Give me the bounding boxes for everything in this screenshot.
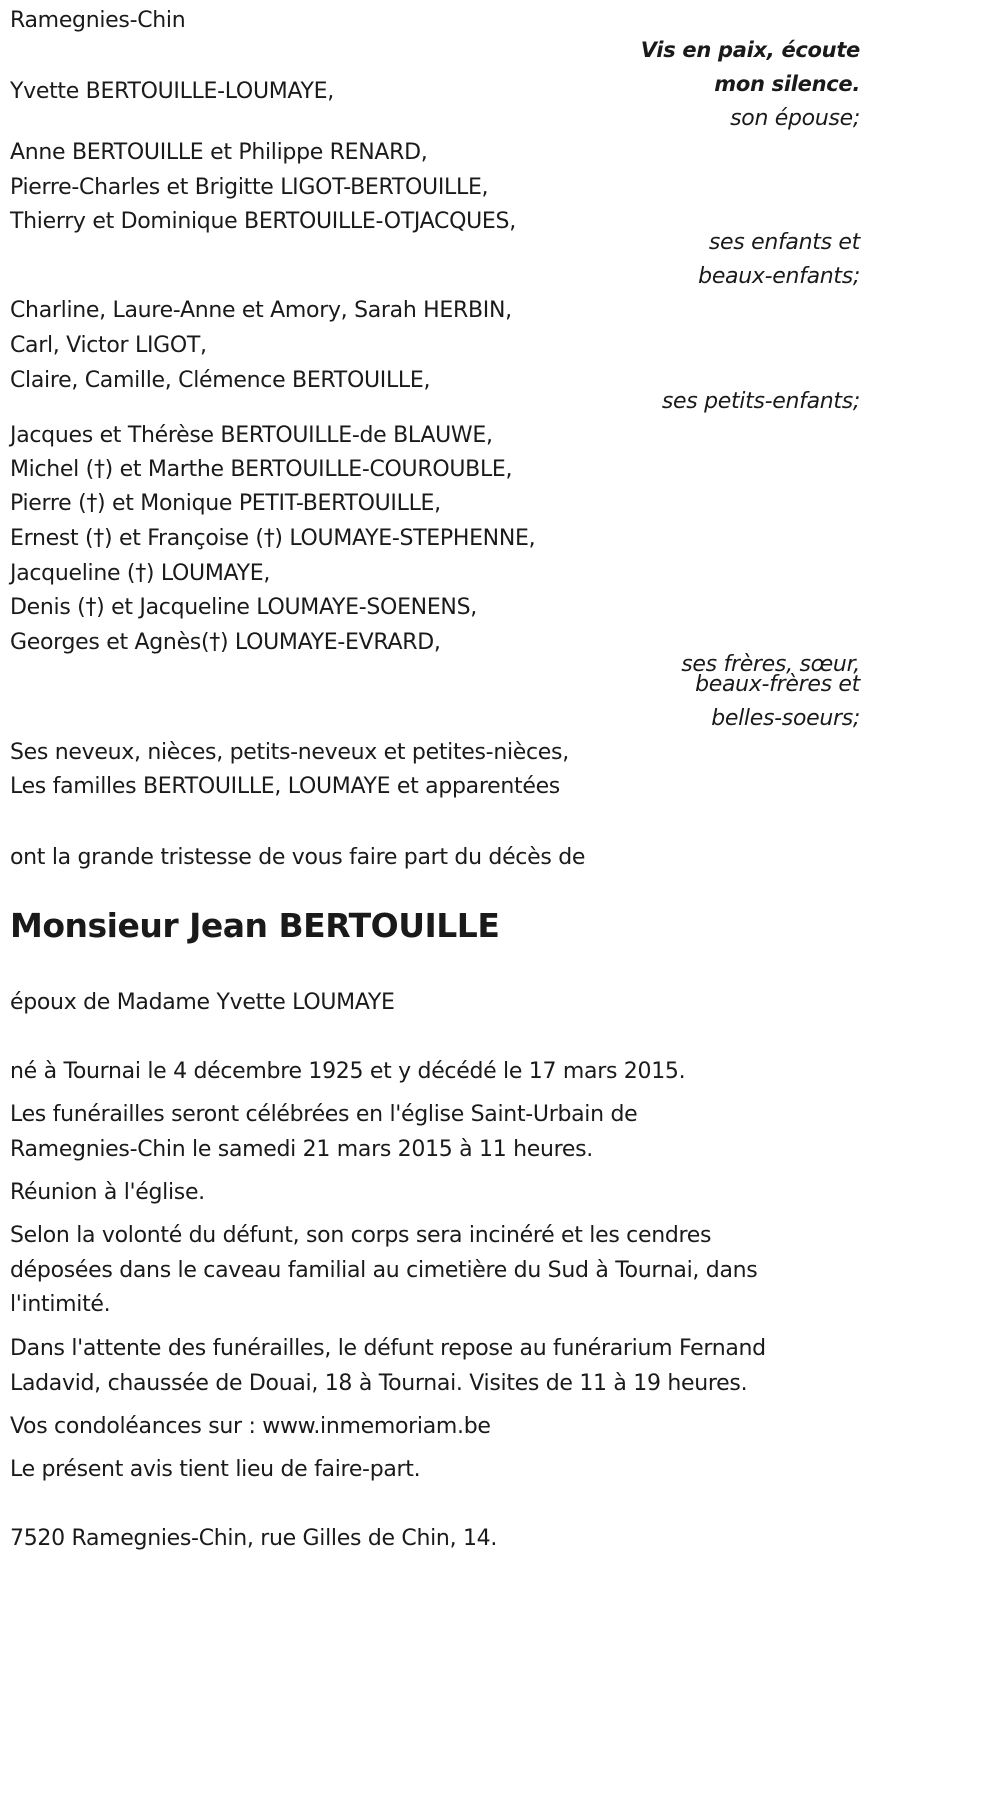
sibling-line-4: Ernest (†) et Françoise (†) LOUMAYE-STEPHENNE, <box>10 526 536 551</box>
relation-siblings-2: beaux-frères et <box>695 672 860 697</box>
condolences-label: Vos condoléances sur : <box>10 1414 263 1439</box>
grandchild-line-3: Claire, Camille, Clémence BERTOUILLE, <box>10 368 431 393</box>
meeting: Réunion à l'église. <box>10 1180 205 1205</box>
child-line-1: Anne BERTOUILLE et Philippe RENARD, <box>10 140 428 165</box>
grandchild-line-1: Charline, Laure-Anne et Amory, Sarah HERBIN, <box>10 298 512 323</box>
relation-spouse: son épouse; <box>730 106 860 131</box>
cremation-line-2: déposées dans le caveau familial au cimetière du Sud à Tournai, dans <box>10 1258 758 1283</box>
motto-line-1: Vis en paix, écoute <box>640 38 860 62</box>
funerarium-line-1: Dans l'attente des funérailles, le défunt repose au funérarium Fernand <box>10 1336 766 1361</box>
funeral-line-1: Les funérailles seront célébrées en l'église Saint-Urbain de <box>10 1102 638 1127</box>
relation-grandchildren: ses petits-enfants; <box>661 389 860 414</box>
sibling-line-6: Denis (†) et Jacqueline LOUMAYE-SOENENS, <box>10 595 477 620</box>
grandchild-line-2: Carl, Victor LIGOT, <box>10 333 207 358</box>
spouse-line: époux de Madame Yvette LOUMAYE <box>10 990 395 1015</box>
sibling-line-1: Jacques et Thérèse BERTOUILLE-de BLAUWE, <box>10 423 493 448</box>
condolences-link[interactable]: www.inmemoriam.be <box>262 1414 491 1439</box>
sibling-line-7: Georges et Agnès(†) LOUMAYE-EVRARD, <box>10 630 441 655</box>
relation-siblings-1: ses frères, sœur, <box>681 652 860 677</box>
relation-children-2: beaux-enfants; <box>698 264 860 289</box>
cremation-line-1: Selon la volonté du défunt, son corps sera incinéré et les cendres <box>10 1223 712 1248</box>
child-line-3: Thierry et Dominique BERTOUILLE-OTJACQUES, <box>10 209 516 234</box>
sibling-line-5: Jacqueline (†) LOUMAYE, <box>10 561 271 586</box>
spouse-name: Yvette BERTOUILLE-LOUMAYE, <box>10 79 334 104</box>
funerarium-line-2: Ladavid, chaussée de Douai, 18 à Tournai. Visites de 11 à 19 heures. <box>10 1371 748 1396</box>
extended-family-line-2: Les familles BERTOUILLE, LOUMAYE et apparentées <box>10 774 560 799</box>
child-line-2: Pierre-Charles et Brigitte LIGOT-BERTOUILLE, <box>10 175 489 200</box>
location: Ramegnies-Chin <box>10 8 186 33</box>
birth-death: né à Tournai le 4 décembre 1925 et y décédé le 17 mars 2015. <box>10 1059 686 1084</box>
address: 7520 Ramegnies-Chin, rue Gilles de Chin, 14. <box>10 1526 498 1551</box>
cremation-line-3: l'intimité. <box>10 1292 111 1317</box>
condolences <box>10 1414 491 1439</box>
notice: Le présent avis tient lieu de faire-part. <box>10 1457 421 1482</box>
motto-line-2: mon silence. <box>714 72 860 96</box>
deceased-name: Monsieur Jean BERTOUILLE <box>10 906 500 945</box>
announcement: ont la grande tristesse de vous faire part du décès de <box>10 845 586 870</box>
funeral-line-2: Ramegnies-Chin le samedi 21 mars 2015 à 11 heures. <box>10 1137 593 1162</box>
relation-siblings-3: belles-soeurs; <box>711 706 860 731</box>
relation-children-1: ses enfants et <box>708 230 860 255</box>
sibling-line-2: Michel (†) et Marthe BERTOUILLE-COUROUBLE, <box>10 457 513 482</box>
extended-family-line-1: Ses neveux, nièces, petits-neveux et petites-nièces, <box>10 740 569 765</box>
sibling-line-3: Pierre (†) et Monique PETIT-BERTOUILLE, <box>10 491 441 516</box>
